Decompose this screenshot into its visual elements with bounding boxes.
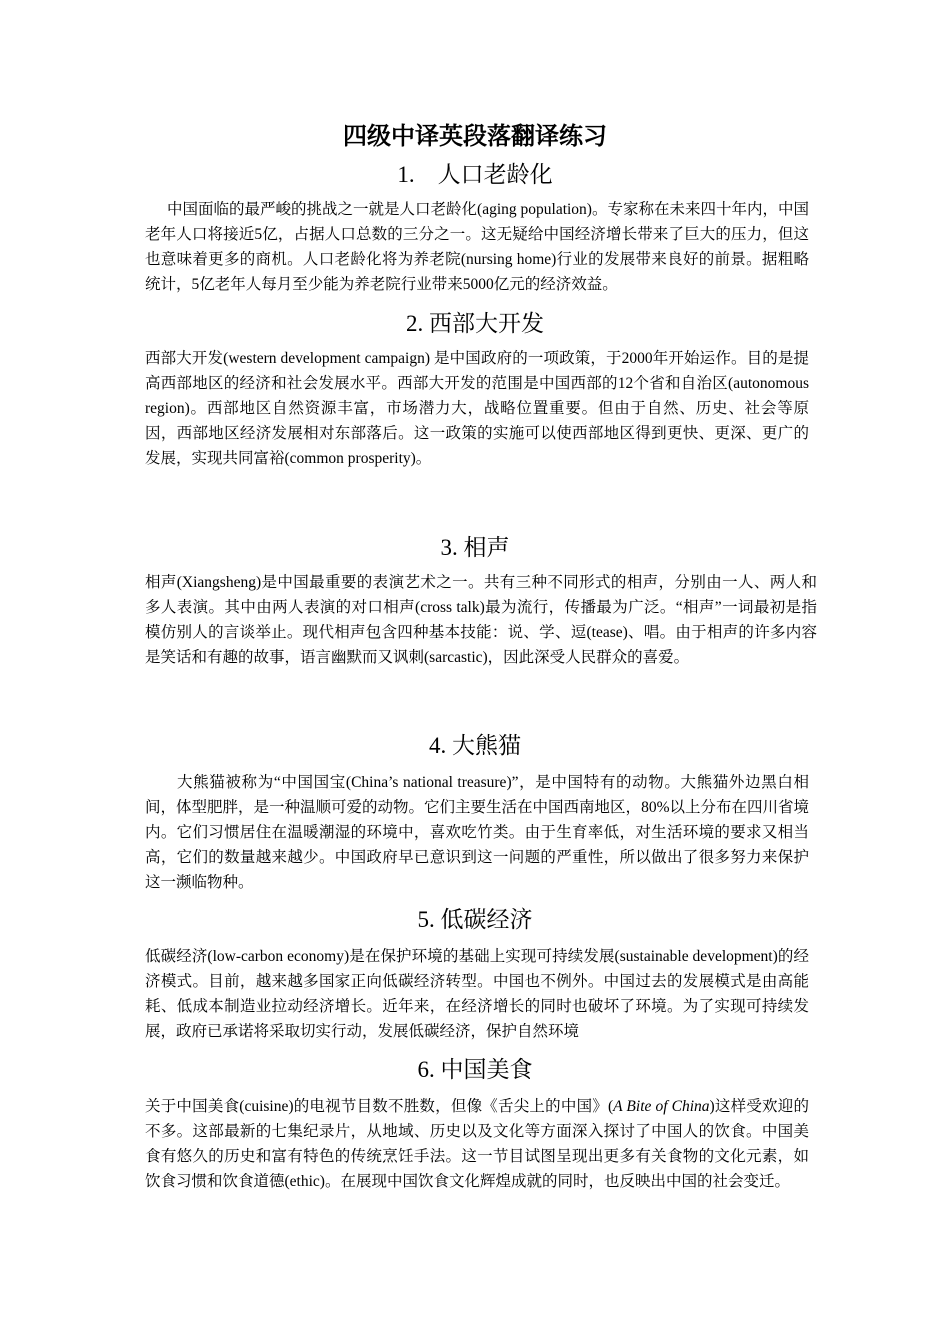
section-body-crosstalk: 相声(Xiangsheng)是中国最重要的表演艺术之一。共有三种不同形式的相声，分别由一人、两人和多人表演。其中由两人表演的对口相声(cross talk)最为流行，传播最为广泛。“相声”一词最初是指模仿别人的言谈举止。现代相声包含四种基本技能：说、学、逗(tease)、唱。由于相声的许多内容是笑话和有趣的故事，语言幽默而又讽刺(sarcastic)，因此深受人民群众的喜爱。: [145, 574, 817, 666]
section-title-aging-population: 1. 人口老龄化: [397, 162, 553, 187]
section-body-giant-panda: 大熊猫被称为“中国国宝(China’s national treasure)”，是中国特有的动物。大熊猫外边黑白相间，体型肥胖，是一种温顺可爱的动物。它们主要生活在中国西南地区，80%以上分布在四川省境内。它们习惯居住在温暖潮湿的环境中，喜欢吃竹类。由于生育率低，对生活环境的要求又相当高，它们的数量越来越少。中国政府早已意识到这一问题的严重性，所以做出了很多努力来保护这一濒临物种。: [145, 774, 809, 891]
section-body-low-carbon-economy: 低碳经济(low-carbon economy)是在保护环境的基础上实现可持续发展(sustainable development)的经济模式。目前，越来越多国家正向低碳经济转型。中国也不例外。中国过去的发展模式是由高能耗、低成本制造业拉动经济增长。近年来，在经济增长的同时也破坏了环境。为了实现可持续发展，政府已承诺将采取切实行动，发展低碳经济，保护自然环境: [145, 948, 809, 1040]
cuisine-body-text-end: )这样受欢迎的不多。这部最新的七集纪录片，从地域、历史以及文化等方面深入探讨了中国人的饮食。中国美食有悠久的历史和富有特色的传统烹饪手法。这一节目试图呈现出更多有关食物的文化元素，如饮食习惯和饮食道德(ethic)。在展现中国饮食文化辉煌成就的同时，也反映出中国的社会变迁。: [145, 1098, 809, 1190]
section-title-western-development: 2. 西部大开发: [406, 311, 544, 336]
section-body-western-development: 西部大开发(western development campaign) 是中国政府的一项政策，于2000年开始运作。目的是提高西部地区的经济和社会发展水平。西部大开发的范围是中国西部的12个省和自治区(autonomous region)。西部地区自然资源丰富，市场潜力大，战略位置重要。但由于自然、历史、社会等原因，西部地区经济发展相对东部落后。这一政策的实施可以使西部地区得到更快、更深、更广的发展，实现共同富裕(common prosperity)。: [145, 350, 809, 467]
section-title-giant-panda: 4. 大熊猫: [429, 733, 521, 758]
section-title-low-carbon-economy: 5. 低碳经济: [417, 907, 533, 932]
section-title-chinese-cuisine: 6. 中国美食: [417, 1057, 533, 1082]
section-body-aging-population: 中国面临的最严峻的挑战之一就是人口老龄化(aging population)。专家称在未来四十年内，中国老年人口将接近5亿，占据人口总数的三分之一。这无疑给中国经济增长带来了巨大的压力，但这也意味着更多的商机。人口老龄化将为养老院(nursing home)行业的发展带来良好的前景。据粗略统计，5亿老年人每月至少能为养老院行业带来5000亿元的经济效益。: [145, 201, 809, 293]
section-body-chinese-cuisine: [145, 1094, 809, 1194]
cuisine-documentary-title: A Bite of China: [613, 1098, 710, 1115]
document-title: 四级中译英段落翻译练习: [343, 124, 607, 150]
section-title-crosstalk: 3. 相声: [440, 535, 510, 560]
cuisine-body-text-start: 关于中国美食(cuisine)的电视节目数不胜数，但像《舌尖上的中国》(: [145, 1098, 614, 1115]
